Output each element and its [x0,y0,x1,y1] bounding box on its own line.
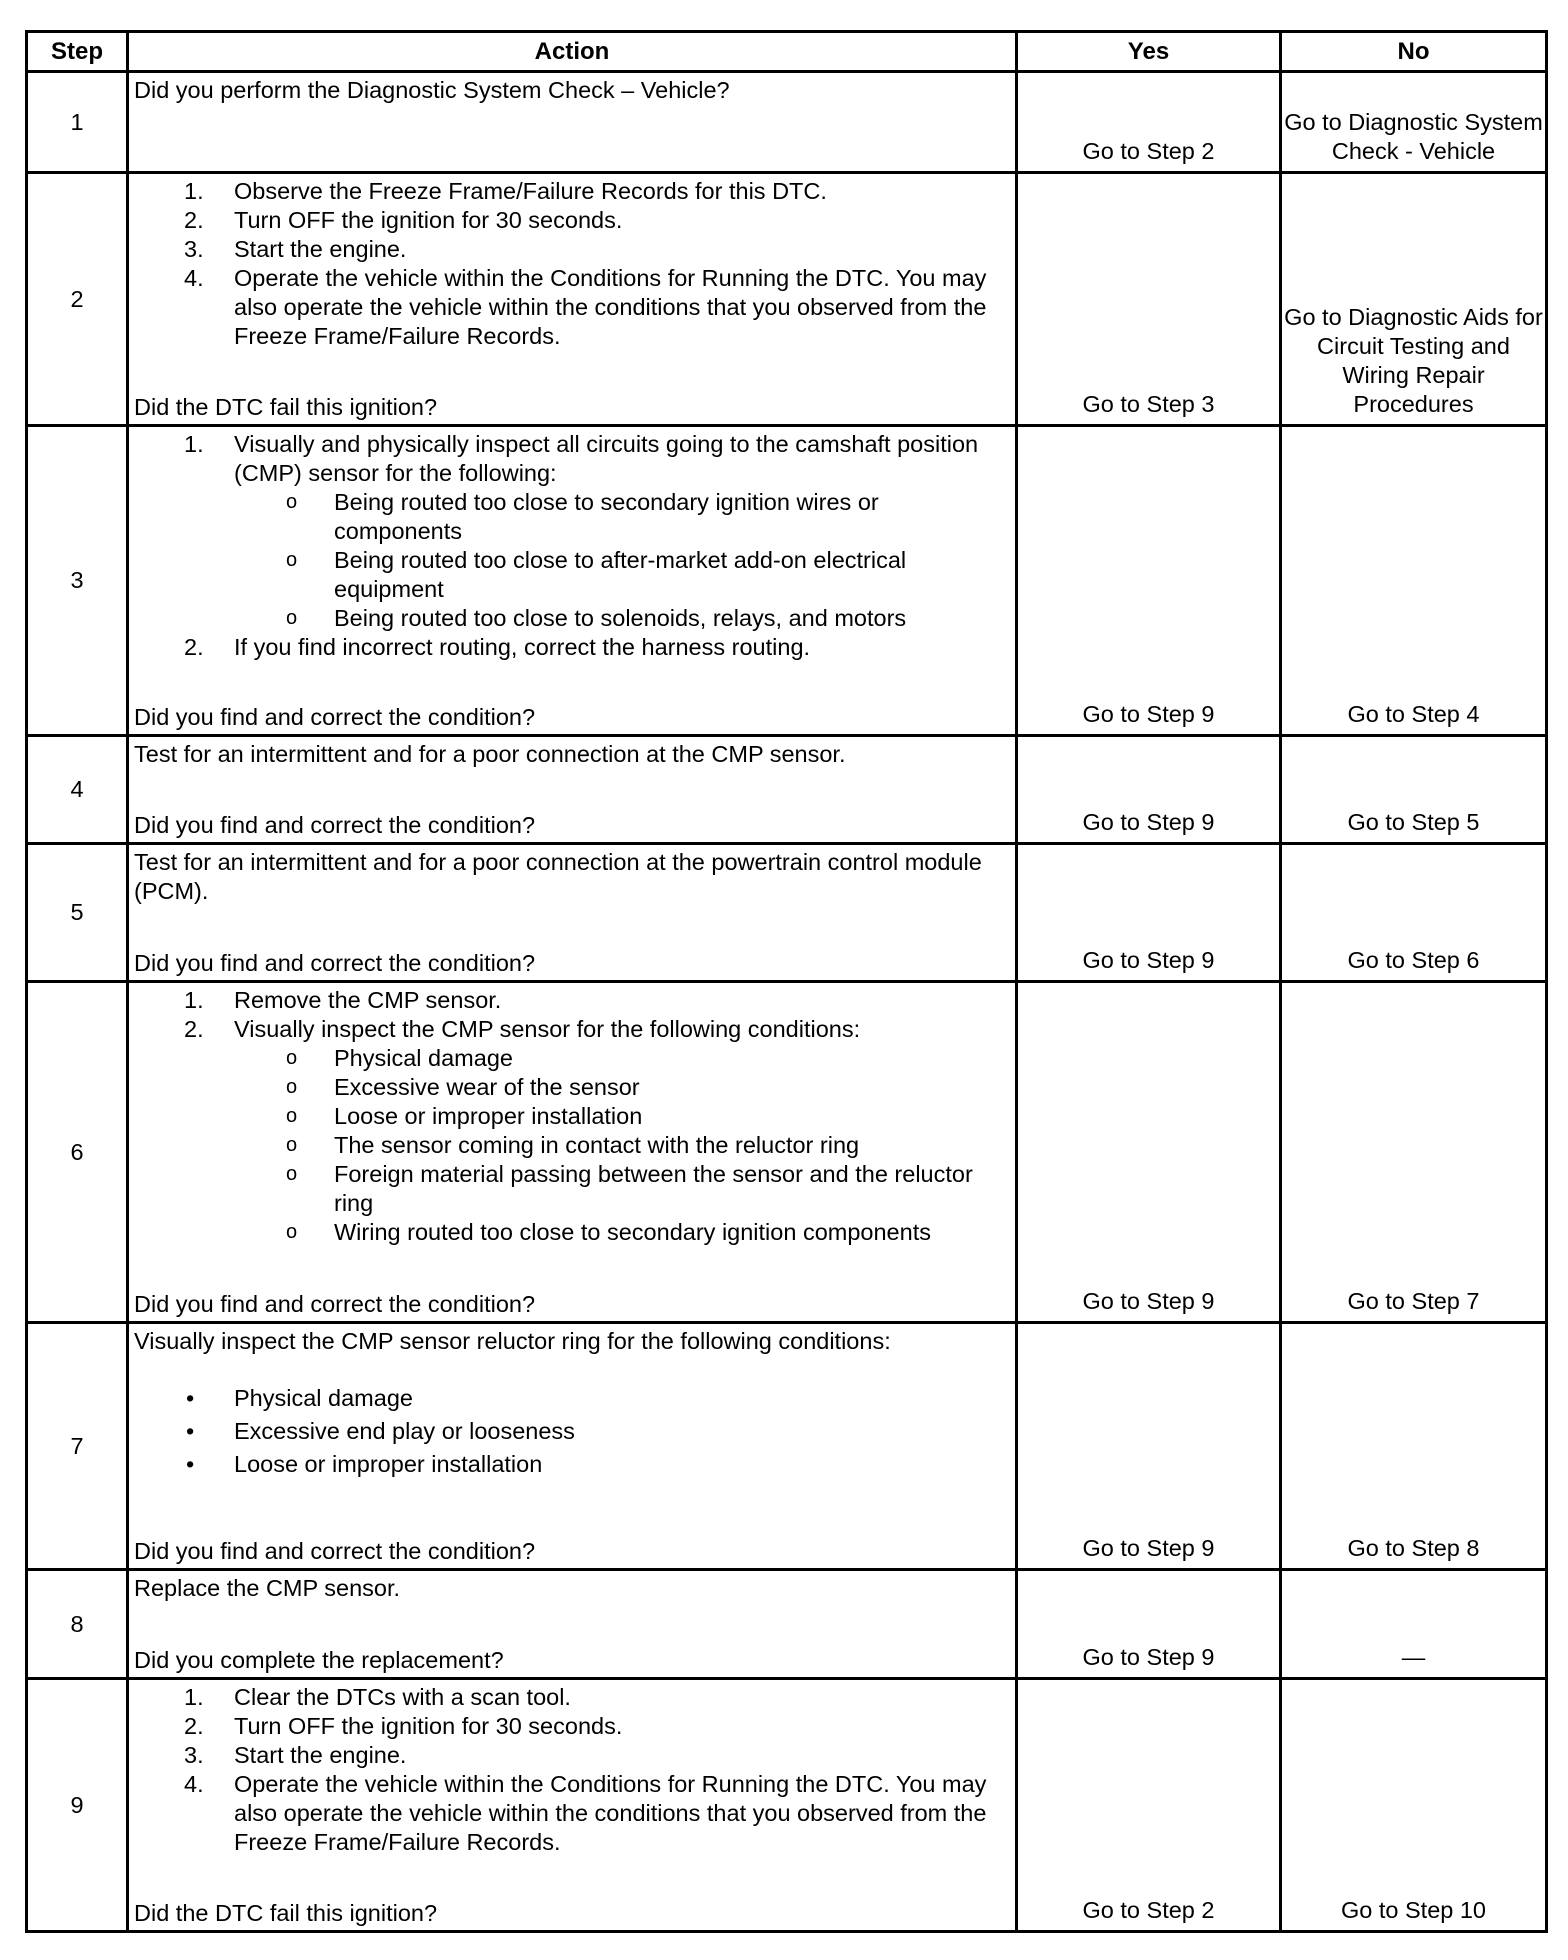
circle-bullet-icon: o [286,549,298,571]
step-number: 8 [27,1570,128,1679]
item-number: 4. [184,1771,204,1797]
no-result: Go to Step 6 [1347,947,1480,973]
item-number: 2. [184,1713,204,1739]
yes-result: Go to Step 3 [1082,391,1215,417]
sub-item-text: Being routed too close to solenoids, relays, and motors [334,605,907,631]
action-step-item [134,1741,1009,1770]
bullet-icon: • [186,1385,195,1411]
condition-item [134,1448,1009,1481]
action-intro: Test for an intermittent and for a poor connection at the powertrain control module (PCM). [134,849,982,904]
action-cell [128,1679,1017,1932]
action-cell [128,72,1017,173]
action-question: Did you find and correct the condition? [134,950,536,976]
yes-cell [1017,1323,1281,1570]
item-number: 3. [184,236,204,262]
yes-cell [1017,173,1281,426]
action-step-item [134,430,1009,633]
yes-result: Go to Step 2 [1082,1897,1215,1923]
action-step-item [134,1683,1009,1712]
sub-list-item [234,1218,1009,1247]
sub-item-text: Loose or improper installation [334,1103,643,1129]
action-cell [128,844,1017,982]
no-result: Go to Step 8 [1347,1535,1480,1561]
no-result: Go to Diagnostic Aids for Circuit Testing and Wiring Repair Procedures [1284,304,1543,417]
step-number: 6 [27,982,128,1323]
yes-cell [1017,1679,1281,1932]
item-text: Visually inspect the CMP sensor for the following conditions: [234,1016,861,1042]
sub-item-text: Being routed too close to secondary ignition wires or components [334,489,879,544]
action-question: Did the DTC fail this ignition? [134,1900,438,1926]
yes-cell [1017,72,1281,173]
item-number: 4. [184,265,204,291]
action-question: Did you find and correct the condition? [134,1538,536,1564]
condition-text: Loose or improper installation [234,1451,543,1477]
step-number: 3 [27,426,128,736]
action-step-item [134,1770,1009,1857]
action-steps [134,1683,1009,1857]
no-cell [1281,1570,1547,1679]
action-cell [128,982,1017,1323]
no-cell [1281,1679,1547,1932]
action-question: Did you find and correct the condition? [134,1291,536,1317]
yes-cell [1017,426,1281,736]
step-row-2 [27,173,1547,426]
action-question: Did you complete the replacement? [134,1647,504,1673]
step-number: 5 [27,844,128,982]
sub-list-item [234,1044,1009,1073]
sub-item-text: The sensor coming in contact with the reluctor ring [334,1132,860,1158]
sub-list-item [234,604,1009,633]
header-action: Action [128,32,1017,72]
item-number: 1. [184,431,204,457]
action-step-item [134,1015,1009,1247]
sub-list-item [234,1160,1009,1218]
yes-cell [1017,982,1281,1323]
circle-bullet-icon: o [286,607,298,629]
item-text: Observe the Freeze Frame/Failure Records for this DTC. [234,178,827,204]
action-intro: Replace the CMP sensor. [134,1575,401,1601]
step-row-7 [27,1323,1547,1570]
step-row-9 [27,1679,1547,1932]
bullet-icon: • [186,1418,195,1444]
header-step: Step [27,32,128,72]
no-result: — [1401,1644,1426,1670]
yes-result: Go to Step 9 [1082,1644,1215,1670]
no-cell [1281,844,1547,982]
condition-item [134,1382,1009,1415]
step-number: 4 [27,736,128,844]
no-cell [1281,426,1547,736]
action-question: Did you find and correct the condition? [134,812,536,838]
step-row-4 [27,736,1547,844]
step-row-3 [27,426,1547,736]
no-cell [1281,1323,1547,1570]
no-cell [1281,982,1547,1323]
bullet-icon: • [186,1451,195,1477]
item-text: Clear the DTCs with a scan tool. [234,1684,571,1710]
sub-item-text: Being routed too close to after-market add-on electrical equipment [334,547,907,602]
action-steps [134,986,1009,1247]
step-row-6 [27,982,1547,1323]
action-question: Did you find and correct the condition? [134,704,536,730]
sub-list [234,1044,1009,1247]
item-text: Start the engine. [234,236,407,262]
sub-item-text: Physical damage [334,1045,513,1071]
yes-cell [1017,736,1281,844]
yes-result: Go to Step 9 [1082,1288,1215,1314]
no-result: Go to Step 10 [1340,1897,1487,1923]
item-text: Turn OFF the ignition for 30 seconds. [234,1713,623,1739]
circle-bullet-icon: o [286,1163,298,1185]
action-step-item [134,633,1009,662]
condition-item [134,1415,1009,1448]
item-number: 1. [184,987,204,1013]
action-cell [128,173,1017,426]
yes-result: Go to Step 9 [1082,1535,1215,1561]
item-number: 2. [184,634,204,660]
step-row-5 [27,844,1547,982]
step-row-8 [27,1570,1547,1679]
no-cell [1281,72,1547,173]
action-steps [134,430,1009,662]
yes-cell [1017,1570,1281,1679]
item-text: Turn OFF the ignition for 30 seconds. [234,207,623,233]
yes-result: Go to Step 2 [1082,138,1215,164]
circle-bullet-icon: o [286,1134,298,1156]
no-result: Go to Diagnostic System Check - Vehicle [1284,109,1543,164]
step-number: 9 [27,1679,128,1932]
no-result: Go to Step 5 [1347,809,1480,835]
action-step-item [134,1712,1009,1741]
step-row-1 [27,72,1547,173]
yes-cell [1017,844,1281,982]
item-number: 3. [184,1742,204,1768]
condition-list [134,1382,1009,1481]
action-cell [128,1570,1017,1679]
item-text: Start the engine. [234,1742,407,1768]
yes-result: Go to Step 9 [1082,701,1215,727]
circle-bullet-icon: o [286,491,298,513]
sub-list-item [234,1131,1009,1160]
no-cell [1281,173,1547,426]
sub-item-text: Foreign material passing between the sensor and the reluctor ring [334,1161,973,1216]
step-number: 2 [27,173,128,426]
action-cell [128,426,1017,736]
yes-result: Go to Step 9 [1082,809,1215,835]
circle-bullet-icon: o [286,1047,298,1069]
action-step-item [134,235,1009,264]
item-number: 2. [184,1016,204,1042]
action-intro: Test for an intermittent and for a poor connection at the CMP sensor. [134,741,846,767]
action-intro: Did you perform the Diagnostic System Check – Vehicle? [134,77,730,103]
action-step-item [134,264,1009,351]
no-result: Go to Step 7 [1347,1288,1480,1314]
circle-bullet-icon: o [286,1105,298,1127]
action-step-item [134,177,1009,206]
step-number: 7 [27,1323,128,1570]
item-number: 1. [184,178,204,204]
sub-item-text: Excessive wear of the sensor [334,1074,640,1100]
step-number: 1 [27,72,128,173]
action-cell [128,1323,1017,1570]
circle-bullet-icon: o [286,1076,298,1098]
header-no: No [1281,32,1547,72]
action-step-item [134,986,1009,1015]
action-steps [134,177,1009,351]
condition-text: Physical damage [234,1385,413,1411]
sub-item-text: Wiring routed too close to secondary ignition components [334,1219,931,1245]
header-row [27,32,1547,72]
no-result: Go to Step 4 [1347,701,1480,727]
action-cell [128,736,1017,844]
action-question: Did the DTC fail this ignition? [134,394,438,420]
sub-list-item [234,1073,1009,1102]
sub-list-item [234,488,1009,546]
item-number: 2. [184,207,204,233]
sub-list-item [234,546,1009,604]
item-text: Visually and physically inspect all circuits going to the camshaft position (CMP) sensor for the following: [234,431,979,486]
item-text: Remove the CMP sensor. [234,987,502,1013]
action-step-item [134,206,1009,235]
circle-bullet-icon: o [286,1221,298,1243]
item-text: If you find incorrect routing, correct the harness routing. [234,634,811,660]
item-text: Operate the vehicle within the Conditions for Running the DTC. You may also operate the vehicle within the conditions that you observed from the Freeze Frame/Failure Records. [234,265,987,349]
diagnostic-table [25,30,1548,1933]
item-number: 1. [184,1684,204,1710]
header-yes: Yes [1017,32,1281,72]
sub-list [234,488,1009,633]
no-cell [1281,736,1547,844]
yes-result: Go to Step 9 [1082,947,1215,973]
action-intro: Visually inspect the CMP sensor reluctor ring for the following conditions: [134,1328,891,1354]
sub-list-item [234,1102,1009,1131]
item-text: Operate the vehicle within the Conditions for Running the DTC. You may also operate the vehicle within the conditions that you observed from the Freeze Frame/Failure Records. [234,1771,987,1855]
condition-text: Excessive end play or looseness [234,1418,575,1444]
